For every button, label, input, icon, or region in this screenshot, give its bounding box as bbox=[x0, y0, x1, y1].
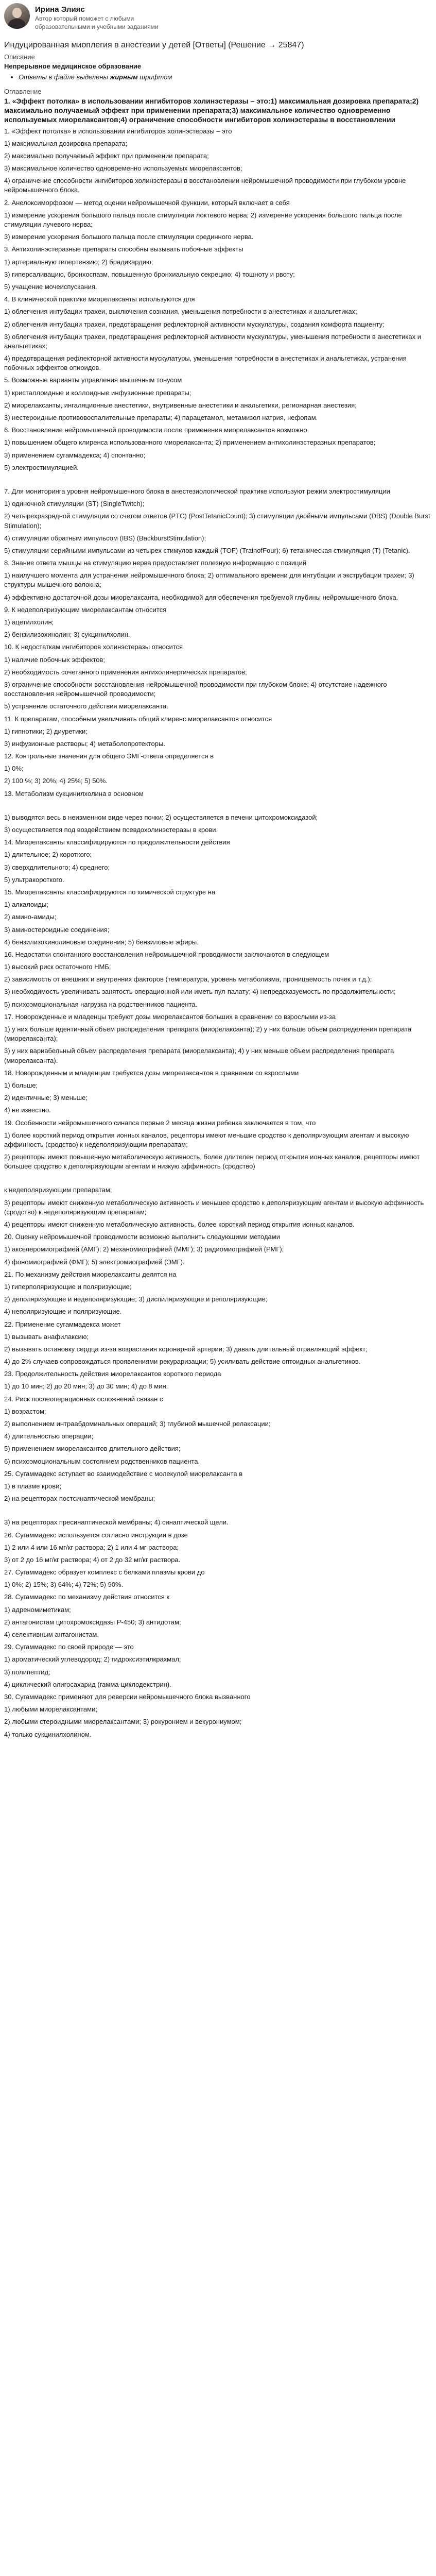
text-line: 1) наличие побочных эффектов; bbox=[4, 655, 106, 664]
text-block bbox=[4, 127, 432, 472]
text-line: 1) облегчения интубации трахеи, выключения сознания, уменьшения потребности в анестетиках и анальгетиках; bbox=[4, 308, 357, 316]
text-line: 3) на рецепторах пресинаптической мембраны; 4) синаптической щели. bbox=[4, 1518, 229, 1527]
text-line: 3) гиперсаливацию, бронхоспазм, повышенную бронхиальную секрецию; 4) тошноту и рвоту; bbox=[4, 270, 295, 278]
text-line: 1) акселеромиографией (АМГ); 2) механомиографией (ММГ); 3) радиомиографией (РМГ); bbox=[4, 1245, 284, 1253]
text-line: 2) четырехразрядной стимуляции со счетом ответов (PTC) (PostTetanicCount); 3) стимуляции двойными импульсами (DBS) (Double Burst Stimulation); bbox=[4, 512, 430, 530]
text-line: 3) инфузионные растворы; 4) метаболопротекторы. bbox=[4, 739, 165, 748]
author-info bbox=[35, 3, 164, 31]
section-gap bbox=[4, 1506, 432, 1518]
text-line: 14. Миорелаксанты классифицируются по продолжительности действия bbox=[4, 838, 230, 846]
text-line: 4) неполяризующие и поляризующие. bbox=[4, 1308, 122, 1316]
text-line: 2) вызывать остановку сердца из-за возрастания коронарной артерии; 3) давать длительный отравляющий эффект; bbox=[4, 1345, 368, 1353]
text-block bbox=[4, 1518, 432, 1739]
text-line: 18. Новорожденным и младенцам требуется дозы миорелаксантов в сравнении со взрослыми bbox=[4, 1069, 299, 1077]
text-line: 2) на рецепторах постсинаптической мембраны; bbox=[4, 1495, 155, 1503]
text-block bbox=[4, 813, 432, 1172]
text-line: 1) максимальная дозировка препарата; bbox=[4, 139, 128, 147]
text-line: 6) психоэмоциональным состоянием родственников пациента. bbox=[4, 1457, 200, 1465]
text-line: 3) от 2 до 16 мг/кг раствора; 4) от 2 до 32 мг/кг раствора. bbox=[4, 1555, 181, 1564]
text-line: 21. По механизму действия миорелаксанты делятся на bbox=[4, 1270, 177, 1278]
text-line: 2) бензилизохинолин; 3) сукцинилхолин. bbox=[4, 631, 130, 639]
text-line: к недеполяризующим препаратам; bbox=[4, 1186, 112, 1194]
text-line: 1) наилучшего момента для устранения нейромышечного блока; 2) оптимального времени для интубации и экструбации трахеи; 3) структуры мышечного волокна; bbox=[4, 571, 414, 589]
text-line: 30. Сугаммадекс применяют для реверсии нейромышечного блока вызванного bbox=[4, 1692, 251, 1701]
notes-list bbox=[4, 73, 432, 82]
text-line: 2) зависимость от внешних и внутренних факторов (температура, уровень метаболизма, проницаемость почек и т.д.); bbox=[4, 975, 372, 984]
description-label: Описание bbox=[4, 53, 35, 61]
text-line: 5) стимуляции серийными импульсами из четырех стимулов каждый (TOF) (TrainofFour); 6) тетаническая стимуляция (T) (Tetanic). bbox=[4, 546, 410, 554]
text-line: 1) высокий риск остаточного НМБ; bbox=[4, 963, 111, 971]
question-title: 1. «Эффект потолка» в использовании ингибиторов холинэстеразы – это:1) максимальная дозировка препарата;2) максимально получаемый эффект при применении препарата;3) максимальное количество одновременно используемых миорелаксантов;4) ограничение способности ингибиторов холинэстеразы в восстановлении bbox=[4, 96, 419, 124]
text-line: 1) артериальную гипертензию; 2) брадикардию; bbox=[4, 258, 153, 266]
text-line: 4. В клинической практике миорелаксанты используются для bbox=[4, 295, 195, 303]
text-line: 4) только сукцинилхолином. bbox=[4, 1730, 92, 1738]
text-line: 1) одиночной стимуляции (ST) (SingleTwitch); bbox=[4, 500, 145, 508]
text-line: 4) бензилизохинолиновые соединения; 5) бензиловые эфиры. bbox=[4, 938, 199, 946]
text-line: 3) применением сугаммадекса; 4) спонтанно; bbox=[4, 451, 146, 459]
text-line: 1) 0%; bbox=[4, 765, 24, 773]
text-line: 1) более короткий период открытия ионных каналов, рецепторы имеют меньшие сродство к деполяризующим агентам и высокую аффинность (сродство) к недеполяризующим препаратам; bbox=[4, 1131, 409, 1148]
text-line: 5) устранение остаточного действия миорелаксанта. bbox=[4, 702, 168, 710]
text-line: 3) осуществляется под воздействием псевдохолинэстеразы в крови. bbox=[4, 826, 218, 834]
text-line: 1) гиперполяризующие и поляризующие; bbox=[4, 1282, 132, 1291]
text-line: 5) учащение мочеиспускания. bbox=[4, 282, 97, 291]
text-line: 10. К недостаткам ингибиторов холинэстеразы относится bbox=[4, 643, 183, 651]
text-line: 25. Сугаммадекс вступает во взаимодействие с молекулой миорелаксанта в bbox=[4, 1469, 243, 1478]
note-emphasis: жирным bbox=[110, 73, 138, 81]
text-line: 3) сверхдлительного; 4) среднего; bbox=[4, 863, 110, 871]
text-line: 4) эффективно достаточной дозы миорелаксанта, необходимой для обеспечения требуемой глубины нейромышечного блока. bbox=[4, 593, 398, 601]
author-name[interactable]: Ирина Элияс bbox=[35, 5, 85, 14]
text-line: 1) кристаллоидные и коллоидные инфузионные препараты; bbox=[4, 388, 191, 397]
text-line: 3) полипептид; bbox=[4, 1668, 50, 1676]
text-block bbox=[4, 487, 432, 799]
text-line: 3) у них вариабельный объем распределения препарата (миорелаксанта); 4) у них меньше объем распределения препарата (миорелаксанта). bbox=[4, 1047, 394, 1064]
text-line: 3) необходимость увеличивать занятость операционной или иметь пул-палату; 4) непредсказуемость по продолжительности; bbox=[4, 988, 396, 996]
note-prefix: Ответы в файле выделены bbox=[19, 73, 110, 81]
text-line: 2) необходимость сочетанного применения антихолинергических препаратов; bbox=[4, 668, 247, 676]
section-gap bbox=[4, 476, 432, 487]
text-line: 27. Сугаммадекс образует комплекс с белками плазмы крови до bbox=[4, 1568, 205, 1577]
document-title: Индуцированная миоплегия в анестезии у детей [Ответы] (Решение → 25847) bbox=[4, 41, 304, 50]
text-line: 2) рецепторы имеют повышенную метаболическую активность, более длителен период открытия ионных каналов, рецепторы имеют большее сродство к деполяризующим агентам и низкую аффинность (сродство) bbox=[4, 1153, 420, 1171]
text-line: 4) предотвращения рефлекторной активности мускулатуры, уменьшения потребности в анестетиках и анальгетиках, устранения побочных эффектов опиоидов. bbox=[4, 354, 407, 372]
text-line: 1) до 10 мин; 2) до 20 мин; 3) до 30 мин; 4) до 8 мин. bbox=[4, 1382, 168, 1391]
text-line: 7. Для мониторинга уровня нейромышечного блока в анестезиологической практике используют режим электростимуляции bbox=[4, 487, 390, 495]
text-line: 1) выводятся весь в неизменном виде через почки; 2) осуществляется в печени цитохромоксидазой; bbox=[4, 813, 318, 821]
text-line: 3) ограничение способности восстановления нейромышечной проводимости при глубоком блоке; 4) отсутствие надежного восстановления нейромышечной проводимости; bbox=[4, 680, 387, 698]
text-line: 1) повышением общего клиренса использованного миорелаксанта; 2) применением антихолинэстеразных препаратов; bbox=[4, 438, 376, 447]
text-line: 17. Новорожденные и младенцы требуют дозы миорелаксантов больших в сравнении со взрослыми из-за bbox=[4, 1012, 336, 1021]
text-line: 13. Метаболизм сукцинилхолина в основном bbox=[4, 789, 144, 798]
text-line: 4) до 2% случаев сопровождаться проявлениями рекураризации; 5) усиливать действие оптоидных анальгетиков. bbox=[4, 1358, 361, 1366]
text-line: 1) вызывать анафилаксию; bbox=[4, 1332, 89, 1341]
text-line: 1. «Эффект потолка» в использовании ингибиторов холинэстеразы – это bbox=[4, 127, 232, 135]
answers-content bbox=[4, 127, 432, 1739]
text-line: 1) в плазме крови; bbox=[4, 1482, 62, 1490]
text-line: 3) нестероидные противовоспалительные препараты; 4) парацетамол, метамизол натрия, нефопам. bbox=[4, 414, 318, 421]
text-line: 3) максимальное количество одновременно используемых миорелаксантов; bbox=[4, 164, 242, 173]
text-line: 5. Возможные варианты управления мышечным тонусом bbox=[4, 376, 182, 384]
author-avatar bbox=[4, 3, 30, 29]
text-line: 1) алкалоиды; bbox=[4, 901, 48, 909]
text-line: 5) применением миорелаксантов длительного действия; bbox=[4, 1445, 181, 1453]
description-heading: Непрерывное медицинское образование bbox=[4, 62, 142, 71]
text-line: 4) циклический олигосахарид (гамма-циклодекстрин). bbox=[4, 1680, 171, 1688]
text-line: 2) 100 %; 3) 20%; 4) 25%; 5) 50%. bbox=[4, 777, 108, 785]
text-line: 16. Недостатки спонтанного восстановления нейромышечной проводимости заключаются в следующем bbox=[4, 950, 329, 958]
text-line: 6. Восстановление нейромышечной проводимости после применения миорелаксантов возможно bbox=[4, 426, 307, 434]
text-line: 2. Анелоксиморфозом — метод оценки нейромышечной функции, который включает в себя bbox=[4, 198, 290, 207]
section-gap bbox=[4, 1174, 432, 1185]
text-line: 29. Сугаммадекс по своей природе — это bbox=[4, 1643, 134, 1651]
text-line: 4) ограничение способности ингибиторов холинэстеразы в восстановлении нейромышечной проводимости при глубоком уровне нейромышечного блока. bbox=[4, 177, 406, 194]
text-line: 24. Риск послеоперационных осложнений связан с bbox=[4, 1395, 163, 1403]
text-line: 3) аминостероидные соединения; bbox=[4, 925, 110, 934]
toc-label: Оглавление bbox=[4, 87, 42, 95]
text-line: 3) облегчения интубации трахеи, предотвращения рефлекторной активности мускулатуры, уменьшения потребности в анестетиках и анальгетиках; bbox=[4, 332, 421, 350]
note-item bbox=[19, 73, 432, 82]
text-line: 19. Особенности нейромышечного синапса первые 2 месяца жизни ребенка заключается в том, что bbox=[4, 1118, 316, 1127]
text-line: 26. Сугаммадекс используется согласно инструкции в дозе bbox=[4, 1531, 188, 1539]
text-line: 12. Контрольные значения для общего ЭМГ-ответа определяется в bbox=[4, 752, 214, 760]
text-line: 8. Знание ответа мышцы на стимуляцию нерва предоставляет полезную информацию с позиций bbox=[4, 559, 307, 567]
text-line: 4) фономиографией (ФМГ); 5) электромиографией (ЭМГ). bbox=[4, 1258, 185, 1266]
note-suffix: шрифтом bbox=[137, 73, 172, 81]
text-line: 1) адреномиметикам; bbox=[4, 1605, 71, 1614]
text-line: 11. К препаратам, способным увеличивать общий клиренс миорелаксантов относится bbox=[4, 715, 272, 723]
text-line: 4) селективным антагонистам. bbox=[4, 1631, 99, 1638]
text-line: 2) облегчения интубации трахеи, предотвращения рефлекторной активности мускулатуры, создания комфорта пациенту; bbox=[4, 320, 385, 328]
text-line: 1) ацетилхолин; bbox=[4, 618, 54, 626]
text-line: 2) миорелаксанты, ингаляционные анестетики, внутривенные анестетики и анальгетики, регионарная анестезия; bbox=[4, 401, 357, 409]
text-block bbox=[4, 1185, 432, 1503]
text-line: 1) у них больше идентичный объем распределения препарата (миорелаксанта); 2) у них больше объем распределения препарата (миорелаксанта); bbox=[4, 1025, 412, 1043]
text-line: 2) любыми стероидными миорелаксантами; 3) рокуронием и векурониумом; bbox=[4, 1718, 242, 1726]
text-line: 1) 2 или 4 или 16 мг/кг раствора; 2) 1 или 4 мг раствора; bbox=[4, 1543, 179, 1551]
text-line: 5) электростимуляцией. bbox=[4, 463, 79, 471]
text-line: 3) измерение ускорения большого пальца после стимуляции срединного нерва. bbox=[4, 233, 254, 241]
text-line: 3) рецепторы имеют сниженную метаболическую активность и меньшее сродство к деполяризующим агентам и высокую аффинность (сродство) к недеполяризующим препаратам; bbox=[4, 1198, 424, 1216]
text-line: 3. Антихолинэстеразные препараты способны вызывать побочные эффекты bbox=[4, 245, 243, 253]
text-line: 1) длительное; 2) короткого; bbox=[4, 851, 92, 859]
text-line: 23. Продолжительность действия миорелаксантов короткого периода bbox=[4, 1370, 221, 1378]
text-line: 4) длительностью операции; bbox=[4, 1432, 94, 1440]
text-line: 4) рецепторы имеют сниженную метаболическую активность, более короткий период открытия ионных каналов. bbox=[4, 1221, 355, 1228]
text-line: 1) больше; bbox=[4, 1081, 38, 1089]
text-line: 1) ароматический углеводород; 2) гидроксиэтилкрахмал; bbox=[4, 1655, 181, 1664]
text-line: 28. Сугаммадекс по механизму действия относится к bbox=[4, 1593, 170, 1601]
section-gap bbox=[4, 802, 432, 813]
text-line: 2) максимально получаемый эффект при применении препарата; bbox=[4, 151, 209, 160]
text-line: 2) антагонистам цитохромоксидазы Р-450; 3) антидотам; bbox=[4, 1618, 181, 1626]
text-line: 5) психоэмоциональная нагрузка на родственников пациента. bbox=[4, 1000, 198, 1008]
text-line: 5) ультракороткого. bbox=[4, 875, 64, 884]
text-line: 22. Применение сугаммадекса может bbox=[4, 1320, 121, 1328]
text-line: 15. Миорелаксанты классифицируются по химической структуре на bbox=[4, 888, 216, 896]
text-line: 2) выполнением интраабдоминальных операций; 3) глубиной мышечной релаксации; bbox=[4, 1420, 271, 1428]
text-line: 2) амино-амиды; bbox=[4, 913, 57, 921]
text-line: 1) любыми миорелаксантами; bbox=[4, 1705, 97, 1714]
author-card bbox=[4, 3, 432, 31]
text-line: 9. К недеполяризующим миорелаксантам относится bbox=[4, 605, 167, 614]
text-line: 20. Оценку нейромышечной проводимости возможно выполнить следующими методами bbox=[4, 1233, 280, 1241]
text-line: 1) возрастом; bbox=[4, 1407, 46, 1415]
author-description: Автор который поможет с любыми образовательными и учебными заданиями bbox=[35, 15, 159, 30]
text-line: 4) стимуляции обратным импульсом (IBS) (BackburstStimulation); bbox=[4, 534, 206, 542]
text-line: 2) деполяризующие и недеполяризующие; 3) диспиляризующие и реполяризующие; bbox=[4, 1295, 268, 1303]
text-line: 2) идентичные; 3) меньше; bbox=[4, 1094, 88, 1102]
text-line: 1) измерение ускорения большого пальца после стимуляции локтевого нерва; 2) измерение ускорения большого пальца после стимуляции лучевого нерва; bbox=[4, 211, 402, 228]
text-line: 1) гипнотики; 2) диуретики; bbox=[4, 727, 88, 735]
text-line: 1) 0%; 2) 15%; 3) 64%; 4) 72%; 5) 90%. bbox=[4, 1581, 124, 1589]
text-line: 4) не известно. bbox=[4, 1106, 51, 1114]
